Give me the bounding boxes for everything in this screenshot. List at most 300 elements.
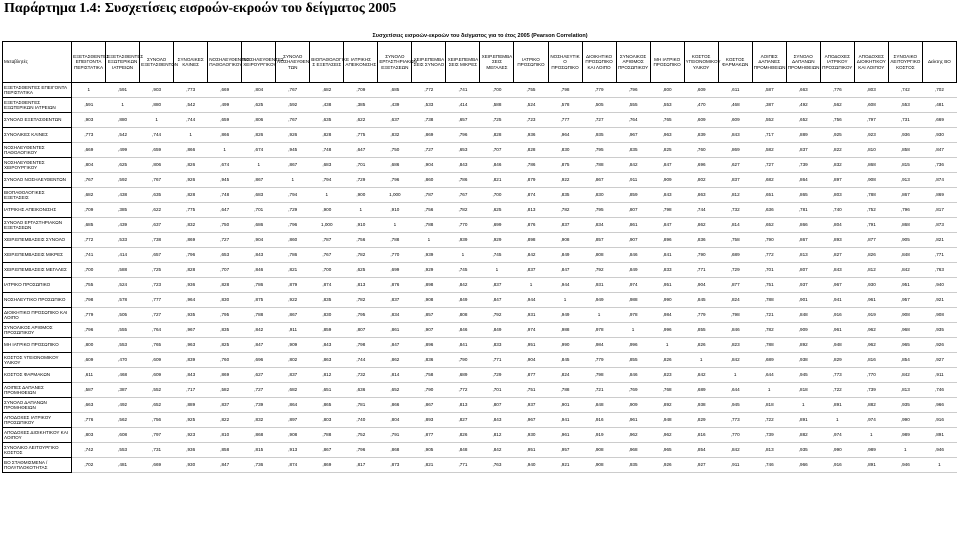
correlation-cell: ,891 [820,398,854,413]
correlation-cell: ,936 [514,128,548,143]
correlation-cell: ,931 [582,278,616,293]
correlation-cell: ,779 [72,308,106,323]
correlation-cell: ,696 [242,353,276,368]
correlation-cell: ,792 [480,308,514,323]
correlation-cell: ,863 [684,188,718,203]
correlation-cell: ,781 [344,398,378,413]
correlation-cell: ,798 [548,83,582,98]
row-label: ΛΟΙΠΕΣ ΔΑΠΑΝΕΣ ΠΡΟΜΗΘΕΙΩΝ [3,383,72,398]
row-label: ΝΟΣΗΛΕΥΘΕΝΤΕΣ ΠΑΘΟΛΟΓΙΚΟΥ [3,143,72,158]
correlation-cell: ,860 [412,173,446,188]
correlation-cell: ,957 [888,293,922,308]
correlation-cell: ,683 [242,188,276,203]
correlation-cell: ,862 [378,353,412,368]
correlation-cell: ,843 [650,188,684,203]
correlation-cell: ,727 [582,113,616,128]
correlation-cell: ,775 [344,128,378,143]
correlation-cell: ,868 [888,218,922,233]
correlation-cell: ,867 [310,443,344,458]
correlation-cell: ,689 [718,248,752,263]
correlation-cell: ,723 [514,113,548,128]
correlation-cell: ,669 [72,143,106,158]
column-header: ΕΞΕΤΑΣΘΕΝΤΕΣ ΕΞΩΤΕΡΙΚΩΝ ΙΑΤΡΕΙΩΝ [106,42,140,83]
correlation-cell: ,825 [208,338,242,353]
correlation-cell: ,751 [752,278,786,293]
correlation-cell: 1 [140,113,174,128]
correlation-cell: ,829 [820,353,854,368]
correlation-cell: ,824 [548,368,582,383]
table-row [3,143,957,158]
correlation-cell: ,908 [582,443,616,458]
column-header: ΒΙΟΠΑΘΟΛΟΓΙΚΕ Σ ΕΞΕΤΑΣΕΙΣ [310,42,344,83]
correlation-cell: ,877 [412,428,446,443]
correlation-cell: ,835 [616,143,650,158]
table-row [3,338,957,353]
row-label: ΚΟΣΤΟΣ ΦΑΡΜΑΚΩΝ [3,368,72,383]
correlation-cell: ,925 [174,413,208,428]
correlation-cell: ,669 [208,83,242,98]
correlation-cell: ,552 [140,383,174,398]
correlation-cell: ,651 [310,383,344,398]
correlation-cell: ,829 [684,413,718,428]
correlation-cell: ,492 [786,98,820,113]
correlation-cell: ,689 [684,383,718,398]
correlation-cell: ,961 [616,413,650,428]
correlation-cell: ,468 [718,98,752,113]
table-row [3,368,957,383]
correlation-cell: ,822 [820,143,854,158]
correlation-cell: ,795 [208,308,242,323]
correlation-cell: ,855 [684,323,718,338]
correlation-cell: ,481 [922,98,956,113]
column-header: Δείκτης ΒΟ [922,42,956,83]
correlation-cell: ,841 [446,338,480,353]
correlation-cell: ,889 [174,398,208,413]
correlation-cell: ,828 [480,128,514,143]
correlation-cell: ,707 [208,263,242,278]
correlation-cell: ,611 [72,368,106,383]
correlation-cell: 1 [174,128,208,143]
correlation-cell: ,869 [208,368,242,383]
correlation-cell: ,686 [242,218,276,233]
correlation-cell: ,967 [174,323,208,338]
table-row [3,263,957,278]
correlation-cell: ,938 [786,353,820,368]
correlation-cell: ,996 [616,338,650,353]
table-row [3,413,957,428]
column-header: ΧΕΙΡ.ΕΠΕΜΒΑ ΣΕΙΣ ΜΙΚΡΕΣ [446,42,480,83]
correlation-cell: ,826 [174,158,208,173]
row-label: ΧΕΙΡ.ΕΠΕΜΒΑΣΕΙΣ ΜΙΚΡΕΣ [3,248,72,263]
correlation-cell: ,722 [820,383,854,398]
correlation-cell: ,830 [582,188,616,203]
correlation-cell: ,731 [140,443,174,458]
correlation-cell: ,810 [854,143,888,158]
correlation-cell: ,867 [412,398,446,413]
correlation-cell: ,582 [752,143,786,158]
correlation-cell: ,795 [582,203,616,218]
correlation-cell: ,609 [72,353,106,368]
correlation-cell: ,862 [684,218,718,233]
correlation-cell: ,533 [412,98,446,113]
correlation-cell: ,896 [650,233,684,248]
correlation-cell: ,499 [208,98,242,113]
correlation-cell: ,663 [72,398,106,413]
correlation-cell: ,644 [752,368,786,383]
correlation-cell: ,796 [378,173,412,188]
column-header: ΧΕΙΡ.ΕΠΕΜΒΑ ΣΕΙΣ ΜΕΓΑΛΕΣ [480,42,514,83]
correlation-cell: ,876 [378,278,412,293]
correlation-cell: ,919 [854,308,888,323]
correlation-cell: ,732 [718,203,752,218]
correlation-cell: ,741 [446,83,480,98]
correlation-cell: ,832 [378,128,412,143]
row-label: ΣΥΝΟΛΙΚΟΣ ΑΡΙΘΜΟΣ ΠΡΟΣΩΠΙΚΟΥ [3,323,72,338]
correlation-cell: ,763 [922,263,956,278]
correlation-cell: ,849 [446,293,480,308]
correlation-cell: ,913 [888,173,922,188]
correlation-cell: ,857 [582,233,616,248]
correlation-cell: ,867 [276,158,310,173]
correlation-cell: ,891 [786,413,820,428]
correlation-cell: ,791 [854,218,888,233]
correlation-cell: ,779 [582,83,616,98]
correlation-cell: ,804 [820,218,854,233]
correlation-cell: ,744 [684,203,718,218]
correlation-cell: ,637 [378,113,412,128]
correlation-cell: ,845 [548,353,582,368]
correlation-cell: ,864 [786,173,820,188]
correlation-cell: ,742 [888,83,922,98]
row-label: ΜΗ ΙΑΤΡΙΚΟ ΠΡΟΣΩΠΙΚΟ [3,338,72,353]
correlation-cell: ,663 [786,83,820,98]
correlation-cell: ,846 [718,323,752,338]
row-label: ΕΞΕΤΑΣΘΕΝΤΕΣ ΕΞΩΤΕΡΙΚΩΝ ΙΑΤΡΕΙΩΝ [3,98,72,113]
correlation-cell: ,812 [718,188,752,203]
correlation-cell: ,866 [174,143,208,158]
row-label: ΧΕΙΡ.ΕΠΕΜΒΑΣΕΙΣ ΣΥΝΟΛΟ [3,233,72,248]
correlation-cell: ,828 [514,143,548,158]
correlation-cell: ,727 [412,143,446,158]
correlation-cell: ,770 [718,428,752,443]
correlation-cell: ,919 [582,428,616,443]
correlation-cell: ,729 [480,368,514,383]
correlation-cell: ,867 [276,308,310,323]
correlation-cell: ,788 [378,233,412,248]
correlation-cell: ,524 [514,98,548,113]
correlation-cell: ,818 [752,398,786,413]
correlation-cell: ,837 [514,263,548,278]
correlation-cell: ,974 [854,413,888,428]
correlation-cell: ,905 [888,233,922,248]
correlation-cell: ,837 [208,398,242,413]
correlation-cell: ,868 [854,158,888,173]
correlation-cell: ,835 [310,293,344,308]
correlation-cell: ,674 [208,158,242,173]
correlation-cell: ,916 [582,413,616,428]
correlation-cell: ,949 [548,308,582,323]
correlation-cell: ,652 [378,383,412,398]
correlation-cell: ,860 [276,233,310,248]
correlation-cell: ,926 [174,173,208,188]
column-header: ΑΠΟΔΟΧΕΣ ΔΙΟΙΚΗΤΙΚΟΥ ΚΑΙ ΛΟΙΠΟΥ [854,42,888,83]
correlation-cell: ,846 [480,158,514,173]
correlation-cell: ,907 [616,233,650,248]
correlation-cell: ,748 [310,143,344,158]
correlation-cell: ,651 [752,188,786,203]
correlation-cell: ,855 [616,353,650,368]
correlation-cell: ,727 [208,233,242,248]
correlation-cell: ,830 [310,308,344,323]
correlation-cell: ,921 [548,458,582,473]
correlation-cell: ,807 [616,203,650,218]
correlation-cell: ,812 [854,263,888,278]
correlation-cell: ,904 [684,278,718,293]
correlation-cell: ,699 [378,263,412,278]
correlation-cell: ,901 [548,398,582,413]
correlation-cell: ,414 [106,248,140,263]
row-label: ΧΕΙΡ.ΕΠΕΜΒΑΣΕΙΣ ΜΕΓΑΛΕΣ [3,263,72,278]
correlation-cell: ,790 [752,233,786,248]
correlation-cell: ,846 [446,323,480,338]
correlation-cell: ,739 [242,398,276,413]
correlation-cell: ,966 [786,458,820,473]
correlation-cell: ,768 [650,383,684,398]
correlation-cell: ,682 [752,173,786,188]
correlation-cell: ,836 [412,353,446,368]
correlation-cell: ,935 [786,443,820,458]
correlation-cell: 1 [106,98,140,113]
correlation-cell: ,937 [514,398,548,413]
column-header: ΣΥΝΟΛΟ ΔΑΠΑΝΩΝ ΠΡΟΜΗΘΕΙΩΝ [786,42,820,83]
correlation-cell: ,438 [310,98,344,113]
correlation-cell: ,701 [344,158,378,173]
correlation-cell: ,787 [310,233,344,248]
correlation-cell: ,736 [922,158,956,173]
correlation-cell: ,608 [854,98,888,113]
correlation-cell: ,685 [72,218,106,233]
correlation-cell: ,939 [446,233,480,248]
correlation-cell: ,833 [650,263,684,278]
column-header: ΧΕΙΡ.ΕΠΕΜΒΑ ΣΕΙΣ ΣΥΝΟΛΟ [412,42,446,83]
correlation-cell: ,941 [548,413,582,428]
correlation-cell: ,846 [242,263,276,278]
table-row [3,308,957,323]
correlation-cell: ,948 [820,338,854,353]
correlation-cell: ,647 [344,143,378,158]
correlation-cell: ,555 [106,323,140,338]
correlation-cell: ,961 [854,293,888,308]
correlation-cell: 1 [378,218,412,233]
correlation-cell: ,814 [718,218,752,233]
correlation-cell: ,830 [548,143,582,158]
table-row [3,428,957,443]
correlation-cell: ,798 [718,308,752,323]
table-row [3,158,957,173]
correlation-cell: ,555 [616,98,650,113]
correlation-cell: ,818 [786,383,820,398]
correlation-cell: ,786 [242,278,276,293]
correlation-cell: ,877 [514,368,548,383]
correlation-cell: ,908 [922,308,956,323]
correlation-cell: ,815 [888,158,922,173]
correlation-cell: ,905 [412,443,446,458]
correlation-cell: 1 [582,308,616,323]
correlation-cell: ,869 [310,458,344,473]
correlation-cell: 1,000 [310,218,344,233]
correlation-cell: ,922 [548,173,582,188]
correlation-cell: ,926 [922,338,956,353]
correlation-cell: ,908 [582,458,616,473]
correlation-cell: ,772 [446,383,480,398]
correlation-cell: ,750 [378,143,412,158]
correlation-cell: ,948 [650,413,684,428]
correlation-cell: ,439 [378,98,412,113]
table-body [3,83,957,473]
correlation-cell: ,609 [684,113,718,128]
row-label: ΙΑΤΡΙΚΗΣ ΑΠΕΙΚΟΝΙΣΗΣ [3,203,72,218]
correlation-cell: 1 [786,398,820,413]
correlation-cell: ,767 [276,83,310,98]
correlation-cell: ,803 [310,413,344,428]
correlation-cell: ,837 [378,293,412,308]
column-header: ΙΑΤΡΙΚΟ ΠΡΟΣΩΠΙΚΟ [514,42,548,83]
correlation-cell: ,588 [106,263,140,278]
correlation-cell: ,770 [854,368,888,383]
correlation-cell: ,771 [446,458,480,473]
correlation-cell: ,505 [582,98,616,113]
correlation-cell: ,849 [480,323,514,338]
correlation-cell: ,817 [344,458,378,473]
correlation-cell: ,879 [276,278,310,293]
correlation-cell: ,788 [242,308,276,323]
correlation-cell: ,963 [650,128,684,143]
correlation-cell: ,796 [344,443,378,458]
correlation-cell: ,896 [412,338,446,353]
correlation-cell: ,832 [242,413,276,428]
table-row [3,83,957,98]
correlation-cell: ,625 [242,98,276,113]
correlation-cell: ,839 [174,353,208,368]
correlation-cell: ,622 [344,113,378,128]
correlation-cell: 1 [480,263,514,278]
correlation-cell: ,846 [616,368,650,383]
table-row [3,233,957,248]
column-header: ΔΙΟΙΚΗΤΙΚΟ ΠΡΟΣΩΠΙΚΟ ΚΑΙ ΛΟΙΠΟ [582,42,616,83]
table-row [3,203,957,218]
correlation-cell: ,877 [854,233,888,248]
row-label: ΣΥΝΟΛΟ ΝΟΣΗΛΕΥΘΕΝΤΩΝ [3,173,72,188]
correlation-cell: ,769 [616,383,650,398]
correlation-cell: ,863 [310,353,344,368]
correlation-cell: ,796 [616,83,650,98]
correlation-cell: ,727 [140,308,174,323]
correlation-cell: ,816 [684,428,718,443]
correlation-cell: ,908 [854,173,888,188]
correlation-cell: ,744 [344,353,378,368]
correlation-cell: ,702 [922,83,956,98]
correlation-cell: ,964 [174,293,208,308]
correlation-cell: ,807 [480,398,514,413]
correlation-cell: ,936 [174,443,208,458]
correlation-cell: ,727 [242,383,276,398]
correlation-cell: ,625 [344,263,378,278]
correlation-cell: ,821 [480,173,514,188]
correlation-cell: ,756 [140,413,174,428]
row-label: ΣΥΝΟΛΙΚΟ ΛΕΙΤΟΥΡΓΙΚΟ ΚΟΣΤΟΣ [3,443,72,458]
correlation-cell: ,989 [854,443,888,458]
correlation-cell: ,837 [786,143,820,158]
correlation-cell: ,636 [344,383,378,398]
correlation-cell: ,916 [820,308,854,323]
correlation-cell: ,827 [820,248,854,263]
correlation-cell: ,797 [854,113,888,128]
correlation-cell: ,683 [310,158,344,173]
table-row [3,323,957,338]
correlation-cell: ,800 [72,338,106,353]
correlation-cell: ,758 [412,368,446,383]
correlation-cell: ,803 [820,188,854,203]
correlation-cell: ,893 [412,413,446,428]
correlation-cell: ,772 [72,233,106,248]
correlation-cell: ,828 [174,263,208,278]
correlation-cell: ,832 [174,218,208,233]
row-label: ΝΟΣΗΛΕΥΤΙΚΟ ΠΡΟΣΩΠΙΚΟ [3,293,72,308]
correlation-cell: ,944 [548,278,582,293]
correlation-cell: ,891 [854,458,888,473]
correlation-cell: ,864 [276,398,310,413]
correlation-cell: ,962 [854,323,888,338]
correlation-cell: ,962 [616,428,650,443]
correlation-cell: ,869 [922,188,956,203]
correlation-cell: ,815 [242,443,276,458]
correlation-cell: ,961 [548,428,582,443]
correlation-cell: ,968 [616,443,650,458]
correlation-cell: ,775 [174,203,208,218]
correlation-cell: ,847 [208,458,242,473]
correlation-cell: ,837 [276,368,310,383]
table-row [3,113,957,128]
correlation-cell: ,875 [242,293,276,308]
correlation-cell: ,637 [140,218,174,233]
correlation-cell: ,926 [650,458,684,473]
correlation-cell: 1 [616,323,650,338]
correlation-cell: ,468 [106,368,140,383]
correlation-cell: ,848 [446,443,480,458]
correlation-cell: ,822 [208,413,242,428]
correlation-cell: ,773 [718,413,752,428]
table-row [3,443,957,458]
correlation-cell: ,935 [174,308,208,323]
correlation-cell: ,767 [72,173,106,188]
correlation-cell: ,492 [106,398,140,413]
correlation-cell: 1 [820,413,854,428]
correlation-cell: ,817 [922,203,956,218]
correlation-cell: ,938 [684,398,718,413]
correlation-cell: ,940 [922,278,956,293]
correlation-cell: ,738 [412,113,446,128]
correlation-cell: ,988 [548,323,582,338]
correlation-cell: ,608 [106,428,140,443]
correlation-cell: ,861 [616,218,650,233]
correlation-cell: ,773 [72,128,106,143]
correlation-cell: ,812 [480,428,514,443]
correlation-cell: ,788 [752,293,786,308]
correlation-cell: ,892 [786,338,820,353]
table-row [3,188,957,203]
correlation-cell: ,771 [480,353,514,368]
correlation-cell: 1 [650,338,684,353]
